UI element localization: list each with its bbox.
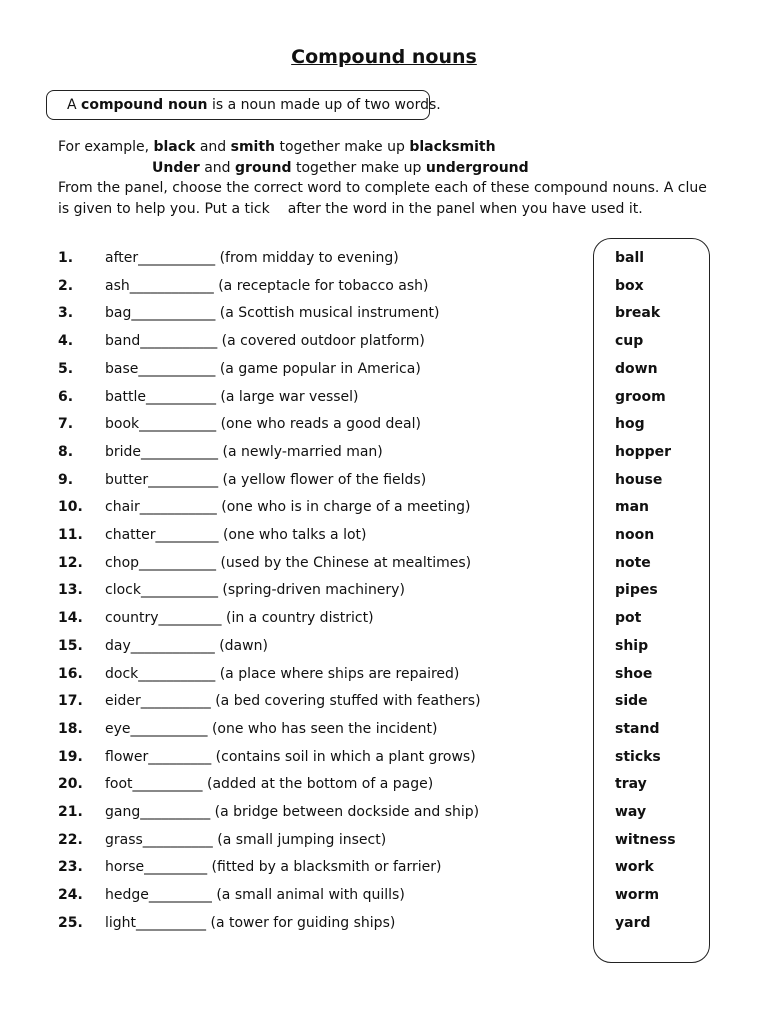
item-number: 7. [58,416,74,433]
item-number: 24. [58,887,83,904]
item-number: 21. [58,804,83,820]
panel-word: ball [615,250,645,266]
exercise-item [58,358,578,380]
exercise-item [58,912,578,934]
panel-word: house [615,471,663,488]
item-number: 25. [58,914,83,931]
item-text: dock___________ (a place where ships are repaired) [105,665,460,682]
item-number: 4. [58,333,74,350]
item-number: 12. [58,554,83,571]
panel-word: ship [615,637,649,654]
item-text: butter__________ (a yellow flower of the fields) [105,471,427,488]
exercise-item [58,247,578,269]
instructions-block [58,137,758,219]
panel-word: sticks [615,748,661,765]
exercise-item [58,413,578,435]
item-text: day____________ (dawn) [105,637,268,654]
item-number: 20. [58,776,83,793]
example-word: ground [235,159,292,176]
panel-word: work [615,859,654,876]
panel-word: cup [615,333,644,350]
panel-word: stand [615,720,660,737]
item-number: 15. [58,637,83,654]
item-text: gang__________ (a bridge between dockside and ship) [105,804,480,820]
instruction-line-2 [58,199,758,220]
item-number: 16. [58,665,83,682]
item-text: light__________ (a tower for guiding ships) [105,914,396,931]
item-number: 5. [58,360,74,377]
panel-word: tray [615,776,647,793]
instruction-line-1: From the panel, choose the correct word to complete each of these compound nouns. A clue [58,180,707,196]
item-text: clock___________ (spring-driven machinery) [105,582,405,599]
item-text: grass__________ (a small jumping insect) [105,831,387,848]
item-text: battle__________ (a large war vessel) [105,388,359,405]
panel-word: pipes [615,582,658,599]
definition-suffix: is a noun made up of two words. [207,97,441,113]
item-number: 6. [58,388,74,405]
exercise-item [58,718,578,740]
example-word: black [153,139,196,155]
exercise-item [58,746,578,768]
example-word: smith [230,139,276,155]
exercise-item [58,386,578,408]
example-line-2 [58,158,758,179]
item-number: 19. [58,748,83,765]
panel-word: box [615,277,644,294]
panel-word: way [615,804,647,820]
page-title: Compound nouns [291,46,477,68]
item-text: ash____________ (a receptacle for tobacco ash) [105,277,429,294]
panel-word: groom [615,388,666,405]
exercise-item [58,801,578,823]
item-number: 14. [58,610,83,627]
item-number: 22. [58,831,83,848]
item-number: 18. [58,720,83,737]
panel-word: hog [615,416,645,433]
exercise-item [58,441,578,463]
item-text: chop___________ (used by the Chinese at mealtimes) [105,554,472,571]
item-number: 8. [58,443,74,460]
exercise-item [58,469,578,491]
item-text: horse_________ (fitted by a blacksmith or farrier) [105,859,442,876]
exercise-item [58,829,578,851]
exercise-item [58,579,578,601]
item-text: flower_________ (contains soil in which a plant grows) [105,748,476,765]
item-text: bride___________ (a newly-married man) [105,443,383,460]
item-number: 10. [58,499,83,516]
panel-word: worm [615,887,660,904]
item-text: eye___________ (one who has seen the incident) [105,720,438,737]
item-number: 23. [58,859,83,876]
example-connector: and [199,159,236,176]
exercise-item [58,302,578,324]
panel-word: side [615,693,648,710]
item-number: 1. [58,250,74,266]
item-text: bag____________ (a Scottish musical instrument) [105,305,440,322]
example-connector: and [195,139,231,155]
exercise-item [58,275,578,297]
example-word: Under [152,159,200,176]
panel-word: pot [615,610,642,627]
item-number: 3. [58,305,74,322]
item-text: chatter_________ (one who talks a lot) [105,527,367,543]
instruction-text: is given to help you. Put a tick [58,200,270,217]
panel-word: yard [615,914,651,931]
item-text: country_________ (in a country district) [105,610,374,627]
exercise-item [58,690,578,712]
panel-word: break [615,305,661,322]
item-text: chair___________ (one who is in charge of a meeting) [105,499,471,516]
panel-word: hopper [615,443,672,460]
item-text: after___________ (from midday to evening) [105,250,399,266]
exercise-item [58,884,578,906]
exercise-item [58,552,578,574]
exercise-item [58,773,578,795]
panel-word: man [615,499,650,516]
panel-word: note [615,554,651,571]
exercise-item [58,524,578,546]
example-result: underground [425,159,529,176]
item-text: eider__________ (a bed covering stuffed with feathers) [105,693,481,710]
item-number: 9. [58,471,74,488]
item-text: book___________ (one who reads a good deal) [105,416,421,433]
item-number: 2. [58,277,74,294]
exercise-item [58,635,578,657]
panel-word: down [615,360,658,377]
panel-word: noon [615,527,655,543]
item-text: foot__________ (added at the bottom of a page) [105,776,434,793]
item-text: hedge_________ (a small animal with quills) [105,887,405,904]
example-result: blacksmith [409,139,496,155]
definition-term: compound noun [81,97,208,113]
example-lead: For example, [58,139,154,155]
instruction-text: after the word in the panel when you have used it. [287,200,643,217]
definition-box [46,90,441,120]
exercise-item [58,856,578,878]
example-line-1 [58,137,758,158]
item-text: band___________ (a covered outdoor platform) [105,333,425,350]
example-connector: together make up [291,159,426,176]
panel-word: witness [615,831,676,848]
item-number: 17. [58,693,83,710]
item-number: 11. [58,527,83,543]
exercise-item [58,607,578,629]
exercise-item [58,330,578,352]
item-text: base___________ (a game popular in America) [105,360,421,377]
example-connector: together make up [275,139,410,155]
item-number: 13. [58,582,83,599]
definition-prefix: A [67,97,82,113]
exercise-item [58,663,578,685]
exercise-item [58,496,578,518]
panel-word: shoe [615,665,653,682]
